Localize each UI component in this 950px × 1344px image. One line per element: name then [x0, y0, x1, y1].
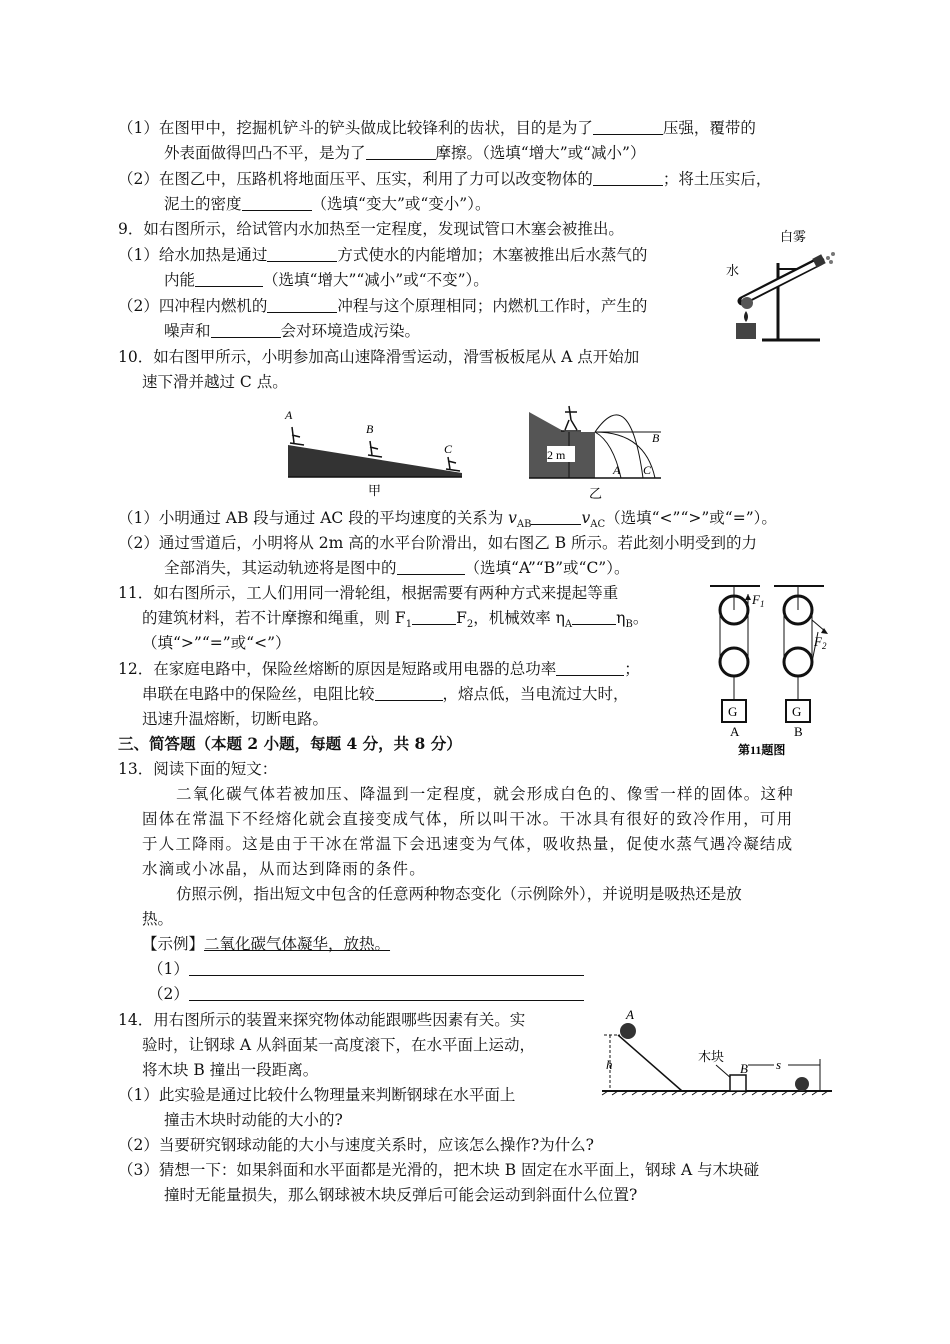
block-label: 木块	[698, 1049, 725, 1064]
answer-blank[interactable]	[366, 143, 436, 160]
fog-dot	[829, 260, 833, 264]
q14-title-line2: 验时，让钢球 A 从斜面某一高度滚下，在水平面上运动，	[142, 1036, 536, 1054]
skier-c	[446, 457, 460, 471]
text: 串联在电路中的保险丝，电阻比较	[142, 685, 375, 703]
text: （选填“A”“B”或“C”）。	[464, 559, 630, 577]
height-label: 2 m	[547, 448, 566, 462]
answer-line[interactable]	[189, 984, 584, 1001]
answer-blank[interactable]	[556, 659, 624, 676]
text: 。	[632, 609, 649, 627]
fog-dot	[831, 252, 835, 256]
force-arrow-f1	[745, 594, 751, 600]
skier	[561, 406, 581, 431]
answer-blank[interactable]	[375, 684, 443, 701]
answer-blank[interactable]	[267, 296, 337, 313]
moving-pulley-a	[720, 648, 748, 676]
block-b	[730, 1075, 746, 1091]
text: （1）给水加热是通过	[118, 246, 268, 264]
q14-part2: （2）当要研究钢球动能的大小与速度关系时，应该怎么操作?为什么?	[118, 1136, 594, 1154]
force-f2-label: $F_2$	[814, 634, 827, 651]
ball-a-label: A	[626, 1007, 634, 1022]
answer-blank[interactable]	[211, 321, 281, 338]
slope	[288, 445, 462, 477]
text: 方式使水的内能增加；木塞被推出后水蒸气的	[337, 246, 648, 264]
text: ，机械效率 η	[473, 609, 565, 627]
q10-part2-line1: （2）通过雪道后，小明将从 2m 高的水平台阶滑出，如右图乙 B 所示。若此刻小明受到的力	[118, 534, 758, 552]
text: 的建筑材料，若不计摩擦和绳重，则 F	[142, 609, 406, 627]
figure-caption: 第11题图	[738, 743, 786, 757]
text: （2）在图乙中，压路机将地面压平、压实，利用了力可以改变物体的	[118, 170, 593, 188]
q13-instruction-line2: 热。	[142, 910, 174, 928]
text: 12．在家庭电路中，保险丝熔断的原因是短路或用电器的总功率	[118, 660, 557, 678]
example-text: 二氧化碳气体凝华，放热。	[204, 935, 391, 953]
ball-a	[620, 1023, 636, 1039]
q9-part1-line2	[164, 268, 489, 292]
q13-answer-1	[148, 957, 584, 981]
test-tube-inner	[744, 262, 819, 300]
incline-figure	[598, 1005, 838, 1105]
weight-b-label: G	[792, 704, 802, 719]
q10-title-line1: 10．如右图甲所示，小明参加高山速降滑雪运动，滑雪板板尾从 A 点开始加	[118, 348, 640, 366]
q9-part2-line1	[118, 294, 647, 318]
system-b-label: B	[794, 724, 803, 739]
q9-part1-line1	[118, 243, 647, 267]
q14-title-line1: 14．用右图所示的装置来探究物体动能跟哪些因素有关。实	[118, 1011, 526, 1029]
q13-answer-2	[148, 982, 584, 1006]
weight-a-label: G	[728, 704, 738, 719]
q13-passage-line2: 固体在常温下不经熔化就会直接变成气体，所以叫干冰。干冰具有很好的致冷作用，可用	[142, 810, 794, 828]
distance-s-label: s	[776, 1057, 782, 1072]
figure-jia-label: 甲	[368, 483, 382, 498]
skier-b	[368, 441, 382, 457]
text: ；	[624, 660, 640, 678]
answer-blank[interactable]	[531, 508, 581, 525]
system-a-label: A	[730, 724, 740, 739]
text: （1）在图甲中，挖掘机铲斗的铲头做成比较锋利的齿状，目的是为了	[118, 119, 593, 137]
incline	[618, 1035, 682, 1091]
fog-label: 白雾	[780, 229, 807, 244]
moving-pulley-b	[784, 648, 812, 676]
ski-slope-figure-jia	[280, 405, 470, 500]
force-f1-label: $F_1$	[752, 592, 765, 609]
subscript: 2	[466, 619, 474, 631]
subscript: 1	[405, 619, 413, 631]
text: 内能	[164, 271, 196, 289]
water-blob	[741, 297, 753, 309]
q13-title: 13．阅读下面的短文：	[118, 760, 278, 778]
trajectory-c-label: C	[643, 463, 652, 477]
q14-part1-line1: （1）此实验是通过比较什么物理量来判断钢球在水平面上	[118, 1086, 516, 1104]
q11-title-line3: （填“>”“=”或“<”）	[142, 634, 291, 652]
answer-blank[interactable]	[267, 245, 337, 262]
platform	[529, 412, 595, 478]
q13-passage-line3: 于人工降雨。这是由于干冰在常温下会迅速变为气体，吸收热量，促使水蒸气遇冷凝结成	[142, 835, 794, 853]
fog-dot	[826, 256, 830, 260]
answer-blank[interactable]	[572, 608, 616, 625]
trajectory-b-label: B	[652, 431, 660, 445]
point-c-label: C	[444, 442, 453, 456]
text: ；将土压实后，	[662, 170, 772, 188]
section-3-heading: 三、简答题（本题 2 小题，每题 4 分，共 8 分）	[118, 734, 462, 753]
subscript: B	[625, 619, 633, 631]
subscript: A	[564, 619, 573, 631]
q14-title-line3: 将木块 B 撞出一段距离。	[142, 1061, 319, 1079]
text: （1）	[148, 960, 189, 978]
q11-title-line1: 11．如右图所示，工人们用同一滑轮组，根据需要有两种方式来提起等重	[118, 584, 619, 602]
q8-part2-line1	[118, 167, 771, 191]
q13-instruction-line1: 仿照示例，指出短文中包含的任意两种物态变化（示例除外），并说明是吸热还是放	[176, 885, 742, 903]
answer-line[interactable]	[189, 959, 584, 976]
answer-blank[interactable]	[242, 194, 312, 211]
q13-example	[142, 932, 390, 956]
point-b-label: B	[366, 422, 374, 436]
text: （2）	[148, 985, 189, 1003]
q8-part2-line2	[164, 192, 490, 216]
q9-title: 9．如右图所示，给试管内水加热至一定程度，发现试管口木塞会被推出。	[118, 220, 624, 238]
water-label: 水	[726, 263, 740, 278]
pulley-figure	[700, 580, 840, 760]
text: （选填“增大”“减小”或“不变”）。	[263, 271, 489, 289]
text: 噪声和	[164, 322, 211, 340]
q8-part1-line1	[118, 116, 756, 140]
text: （1）小明通过 AB 段与通过 AC 段的平均速度的关系为	[118, 509, 509, 527]
text: 摩擦。（选填“增大”或“减小”）	[435, 144, 646, 162]
answer-blank[interactable]	[412, 608, 456, 625]
q12-line1	[118, 657, 640, 681]
block-b-label: B	[740, 1061, 748, 1076]
answer-blank[interactable]	[593, 118, 663, 135]
q9-part2-line2	[164, 319, 420, 343]
flame	[744, 311, 748, 322]
example-label: 【示例】	[142, 935, 205, 953]
text: 外表面做得凹凸不平，是为了	[164, 144, 366, 162]
velocity-symbol: v	[508, 509, 517, 527]
text: （2）四冲程内燃机的	[118, 297, 268, 315]
q13-passage-line4: 水滴或小冰晶，从而达到降雨的条件。	[142, 860, 426, 878]
q12-line3: 迅速升温熔断，切断电路。	[142, 710, 329, 728]
figure-yi-label: 乙	[589, 486, 603, 501]
ball-end	[795, 1077, 809, 1091]
trajectory-a-label: A	[613, 463, 621, 477]
text: η	[616, 609, 626, 627]
text: F	[456, 609, 467, 627]
text: 泥土的密度	[164, 195, 242, 213]
text: 会对环境造成污染。	[280, 322, 421, 340]
answer-blank[interactable]	[397, 558, 465, 575]
q10-part2-line2	[164, 556, 629, 580]
q8-part1-line2	[164, 141, 645, 165]
velocity-symbol: v	[581, 509, 591, 527]
answer-blank[interactable]	[593, 169, 663, 186]
height-h-label: h	[606, 1057, 613, 1072]
ski-jump-figure-yi	[525, 402, 665, 502]
point-a-label: A	[285, 408, 293, 422]
text: （选填“<”“>”或“=”）。	[605, 509, 777, 527]
text: ，熔点低，当电流过大时，	[442, 685, 629, 703]
text: （选填“变大”或“变小”）。	[311, 195, 491, 213]
skier-a	[290, 427, 304, 445]
q14-part3-line2: 撞时无能量损失，那么钢球被木块反弹后可能会运动到斜面什么位置?	[164, 1186, 638, 1204]
q14-part1-line2: 撞击木块时动能的大小的?	[164, 1111, 343, 1129]
subscript: AC	[590, 519, 606, 531]
subscript: AB	[516, 519, 532, 531]
q14-part3-line1: （3）猜想一下：如果斜面和水平面都是光滑的，把木块 B 固定在水平面上，钢球 A 与木块碰	[118, 1161, 760, 1179]
q13-passage-line1: 二氧化碳气体若被加压、降温到一定程度，就会形成白色的、像雪一样的固体。这种	[176, 785, 794, 803]
alcohol-lamp	[736, 323, 756, 339]
test-tube-figure	[722, 225, 840, 345]
q12-line2	[142, 682, 629, 706]
text: 全部消失，其运动轨迹将是图中的	[164, 559, 397, 577]
text: 压强，覆带的	[662, 119, 756, 137]
answer-blank[interactable]	[195, 270, 263, 287]
text: 冲程与这个原理相同；内燃机工作时，产生的	[337, 297, 648, 315]
q10-title-line2: 速下滑并越过 C 点。	[142, 373, 288, 391]
